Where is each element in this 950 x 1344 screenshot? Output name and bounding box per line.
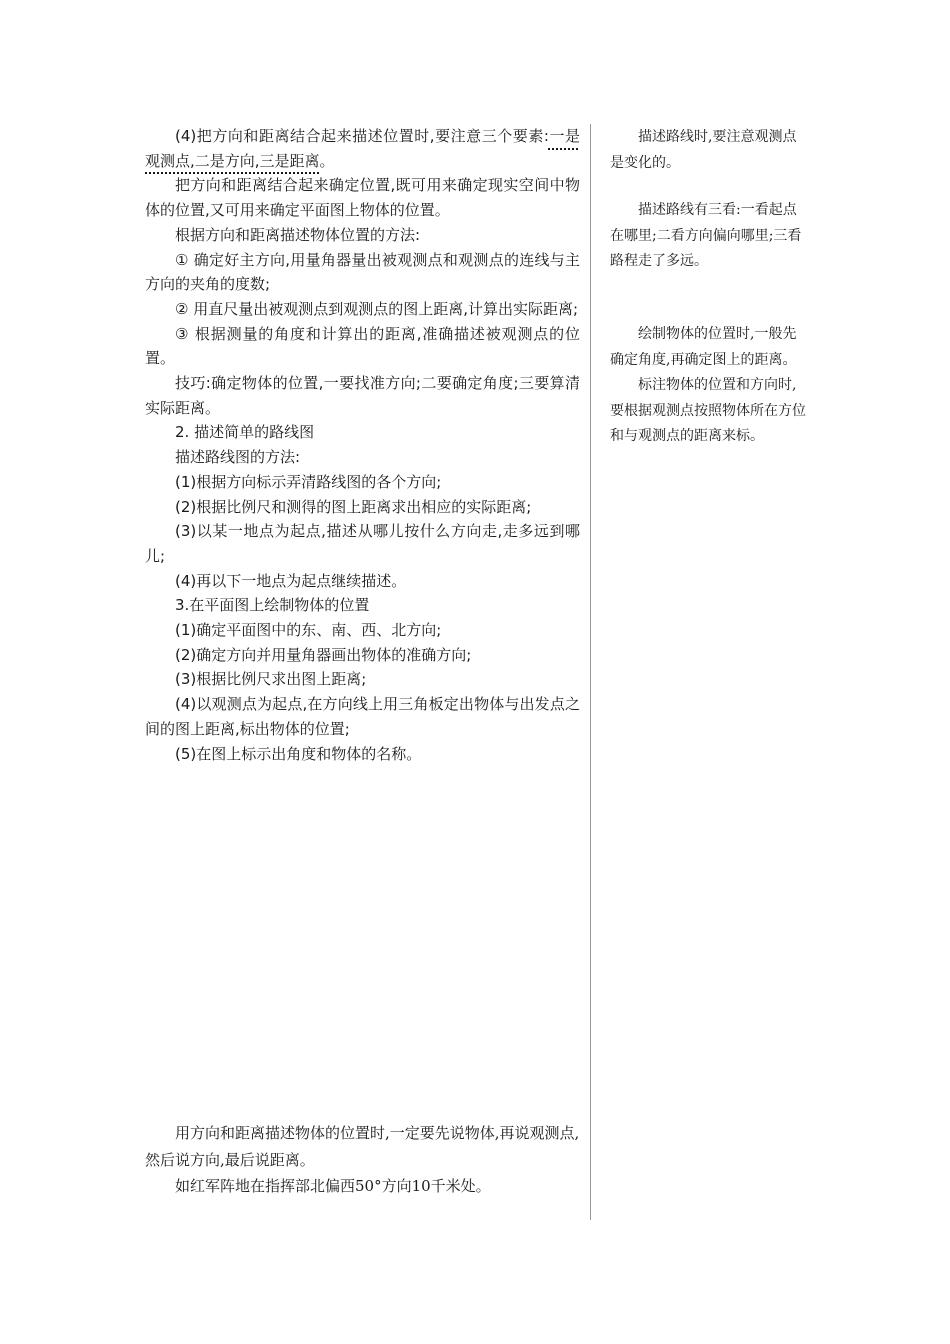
bottom-note-rule: 用方向和距离描述物体的位置时,一定要先说物体,再说观测点,然后说方向,最后说距离。 bbox=[145, 1124, 580, 1169]
side-note-route-observation bbox=[610, 125, 810, 176]
bottom-note-example: 如红军阵地在指挥部北偏西50°方向10千米处。 bbox=[175, 1177, 491, 1195]
paragraph-plot-step-5: (5)在图上标示出角度和物体的名称。 bbox=[175, 744, 422, 763]
paragraph-step-3: ③ 根据测量的角度和计算出的距离,准确描述被观测点的位置。 bbox=[145, 324, 580, 368]
paragraph-route-step-1: (1)根据方向标示弄清路线图的各个方向; bbox=[175, 472, 442, 491]
side-note-text: 描述路线时,要注意观测点是变化的。 bbox=[610, 129, 797, 171]
main-column bbox=[145, 124, 580, 766]
paragraph-usage: 把方向和距离结合起来确定位置,既可用来确定现实空间中物体的位置,又可用来确定平面图上物体的位置。 bbox=[145, 176, 580, 220]
paragraph-plot-step-4: (4)以观测点为起点,在方向线上用三角板定出物体与出发点之间的图上距离,标出物体的位置; bbox=[145, 695, 580, 738]
side-note-route-three-checks bbox=[610, 198, 810, 275]
text-three-elements-intro: (4)把方向和距离结合起来描述位置时,要注意三个要素: bbox=[175, 127, 549, 145]
text-period: 。 bbox=[319, 151, 335, 170]
paragraph-route-method: 描述路线图的方法: bbox=[175, 448, 301, 467]
paragraph-step-1: ① 确定好主方向,用量角器量出被观测点和观测点的连线与主方向的夹角的度数; bbox=[145, 250, 580, 294]
paragraph-three-elements bbox=[145, 124, 580, 173]
side-note-text: 描述路线有三看:一看起点在哪里;二看方向偏向哪里;三看路程走了多远。 bbox=[610, 202, 802, 269]
emphasized-three-elements: 一是观测点,二是方向,三是距离 bbox=[145, 127, 580, 170]
paragraph-method-heading: 根据方向和距离描述物体位置的方法: bbox=[175, 225, 421, 244]
paragraph-route-step-3: (3)以某一地点为起点,描述从哪儿按什么方向走,走多远到哪儿; bbox=[145, 522, 580, 565]
paragraph-plot-step-1: (1)确定平面图中的东、南、西、北方向; bbox=[175, 621, 442, 640]
column-divider bbox=[590, 124, 591, 1220]
bottom-note bbox=[145, 1120, 580, 1200]
paragraph-route-step-4: (4)再以下一地点为起点继续描述。 bbox=[175, 571, 407, 590]
section-heading-plot-position: 3.在平面图上绘制物体的位置 bbox=[175, 596, 370, 615]
section-heading-route-map: 2. 描述简单的路线图 bbox=[175, 423, 315, 442]
side-note-text: 标注物体的位置和方向时,要根据观测点按照物体所在方位和与观测点的距离来标。 bbox=[610, 377, 806, 444]
paragraph-step-2: ② 用直尺量出被观测点到观测点的图上距离,计算出实际距离; bbox=[175, 299, 579, 318]
side-note-text: 绘制物体的位置时,一般先确定角度,再确定图上的距离。 bbox=[610, 326, 797, 368]
paragraph-plot-step-2: (2)确定方向并用量角器画出物体的准确方向; bbox=[175, 645, 472, 664]
side-note-plot-order bbox=[610, 322, 810, 450]
paragraph-route-step-2: (2)根据比例尺和测得的图上距离求出相应的实际距离; bbox=[175, 497, 532, 516]
paragraph-tip: 技巧:确定物体的位置,一要找准方向;二要确定角度;三要算清实际距离。 bbox=[145, 374, 580, 417]
paragraph-plot-step-3: (3)根据比例尺求出图上距离; bbox=[175, 670, 367, 689]
